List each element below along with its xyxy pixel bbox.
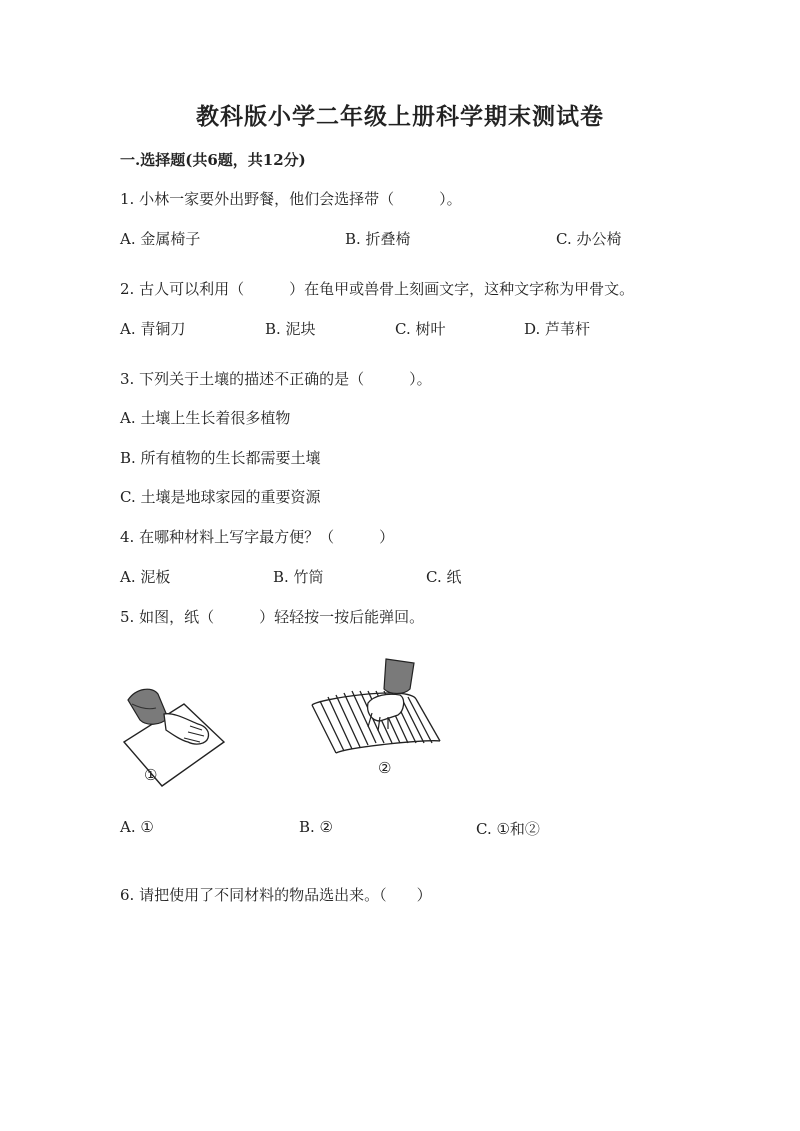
- question-6: 6. 请把使用了不同材料的物品选出来。（ ）: [120, 886, 432, 904]
- q3-option-b[interactable]: B. 所有植物的生长都需要土壤: [120, 449, 321, 467]
- q5-option-a[interactable]: A. ①: [120, 818, 154, 836]
- section-heading: 一.选择题(共6题，共12分): [120, 151, 306, 169]
- folded-paper-hand-figure: [308, 655, 448, 770]
- q1-option-c[interactable]: C. 办公椅: [556, 230, 622, 248]
- q3-option-a[interactable]: A. 土壤上生长着很多植物: [120, 409, 291, 427]
- flat-paper-hand-figure: [118, 680, 228, 790]
- q4-option-a[interactable]: A. 泥板: [120, 568, 171, 586]
- figure-label-2: ②: [378, 759, 392, 777]
- page-title: 教科版小学二年级上册科学期末测试卷: [196, 103, 604, 130]
- question-5: 5. 如图，纸（ ）轻轻按一按后能弹回。: [120, 608, 425, 626]
- figure-label-1: ①: [144, 766, 158, 784]
- question-4: 4. 在哪种材料上写字最方便？（ ）: [120, 528, 395, 546]
- q2-option-c[interactable]: C. 树叶: [395, 320, 446, 338]
- q2-option-b[interactable]: B. 泥块: [265, 320, 316, 338]
- q4-option-c[interactable]: C. 纸: [426, 568, 462, 586]
- q1-option-a[interactable]: A. 金属椅子: [120, 230, 201, 248]
- q2-option-d[interactable]: D. 芦苇杆: [524, 320, 591, 338]
- q3-option-c[interactable]: C. 土壤是地球家园的重要资源: [120, 488, 321, 506]
- q4-option-b[interactable]: B. 竹筒: [273, 568, 324, 586]
- q1-option-b[interactable]: B. 折叠椅: [345, 230, 411, 248]
- q5-option-c[interactable]: C. ①和②: [476, 820, 540, 838]
- question-3: 3. 下列关于土壤的描述不正确的是（ ）。: [120, 370, 432, 388]
- q5-option-b[interactable]: B. ②: [299, 818, 334, 836]
- question-2: 2. 古人可以利用（ ）在龟甲或兽骨上刻画文字，这种文字称为甲骨文。: [120, 280, 635, 298]
- q2-option-a[interactable]: A. 青铜刀: [120, 320, 186, 338]
- question-1: 1. 小林一家要外出野餐，他们会选择带（ ）。: [120, 190, 462, 208]
